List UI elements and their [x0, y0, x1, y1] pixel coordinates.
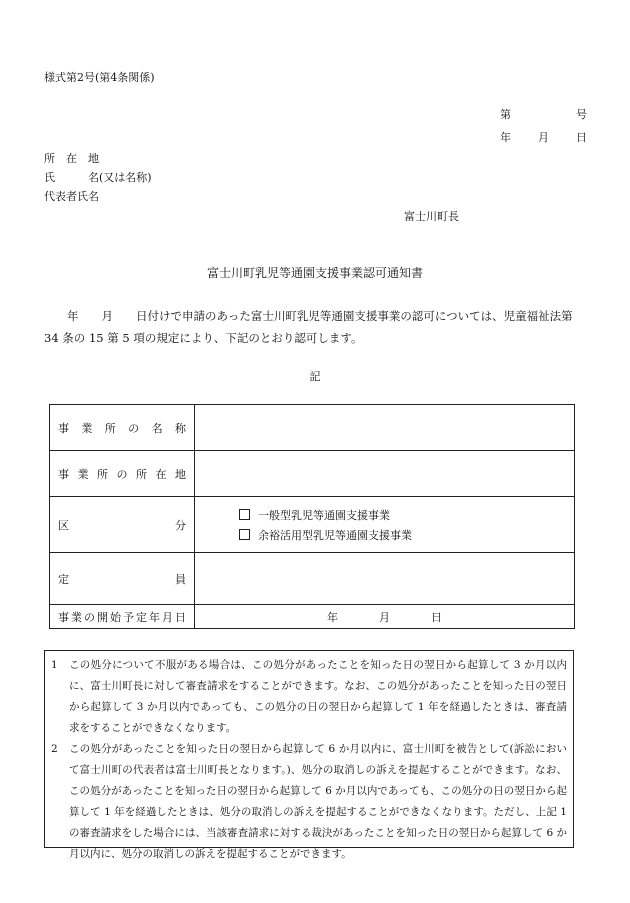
- option-general[interactable]: [239, 507, 530, 523]
- representative-label: 代表者氏名: [44, 190, 99, 203]
- start-year: 年: [327, 610, 338, 624]
- name-label: 氏 名(又は名称): [44, 171, 152, 184]
- start-day: 日: [431, 610, 442, 624]
- note-text: この処分があったことを知った日の翌日から起算して 6 か月以内に、富士川町を被告として(訴訟において富士川町の代表者は富士川町長となります。)、処分の取消しの訴えを提起することができます。なお、この処分があったことを知った日の翌日から起算して 6 か月以内であっても、この処分の日の翌日から起算して 1 年を経過したときは、処分の取消しの訴えを提起することができなくなります。ただし、上記 1 の審査請求をした場合には、当該審査請求に対する裁決があったことを知った日の翌日から起算して 6 か月以内に、処分の取消しの訴えを提起することができます。: [69, 743, 567, 860]
- number-dai: 第: [500, 108, 511, 121]
- note-item: [51, 655, 567, 739]
- issue-year: 年: [500, 131, 511, 144]
- issue-month: 月: [538, 131, 549, 144]
- value-start-date[interactable]: [195, 605, 575, 629]
- option-surplus-label: 余裕活用型乳児等通園支援事業: [258, 528, 412, 542]
- body-text: 年 月 日付けで申請のあった富士川町乳児等通園支援事業の認可については、児童福祉法第 34 条の 15 第 5 項の規定により、下記のとおり認可します。: [44, 309, 573, 345]
- value-business-address[interactable]: [195, 451, 575, 497]
- start-month: 月: [379, 610, 390, 624]
- value-capacity[interactable]: [195, 553, 575, 605]
- option-general-label: 一般型乳児等通園支援事業: [258, 508, 390, 522]
- issuer: 富士川町長: [404, 210, 459, 223]
- notes-box: [44, 650, 574, 860]
- document-title: 富士川町乳児等通園支援事業認可通知書: [206, 266, 423, 280]
- option-surplus[interactable]: [239, 527, 530, 543]
- note-number: 2: [51, 743, 58, 755]
- form-number: 様式第2号(第4条関係): [44, 71, 155, 84]
- value-business-name[interactable]: [195, 405, 575, 451]
- issue-day: 日: [576, 131, 587, 144]
- label-business-address: 事 業 所 の 所 在 地: [50, 451, 195, 497]
- note-item: [51, 739, 567, 865]
- issue-date-line: [500, 129, 587, 145]
- checkbox-icon[interactable]: [239, 529, 250, 540]
- value-category: [195, 497, 575, 553]
- note-number: 1: [51, 659, 58, 671]
- details-table: [49, 404, 575, 629]
- ki-heading: 記: [309, 370, 321, 383]
- label-start-date: 事 業 の 開 始 予 定 年 月 日: [50, 605, 195, 629]
- number-go: 号: [576, 108, 587, 121]
- checkbox-icon[interactable]: [239, 509, 250, 520]
- label-capacity: 定 員: [50, 553, 195, 605]
- label-business-name: 事 業 所 の 名 称: [50, 405, 195, 451]
- note-text: この処分について不服がある場合は、この処分があったことを知った日の翌日から起算して 3 か月以内に、富士川町長に対して審査請求をすることができます。なお、この処分があったことを知った日の翌日から起算して 3 か月以内であっても、この処分の日の翌日から起算して 1 年を経過したときは、審査請求をすることができなくなります。: [69, 659, 567, 734]
- document-number-line: [500, 106, 587, 122]
- label-category: 区 分: [50, 497, 195, 553]
- address-label: 所 在 地: [44, 152, 99, 165]
